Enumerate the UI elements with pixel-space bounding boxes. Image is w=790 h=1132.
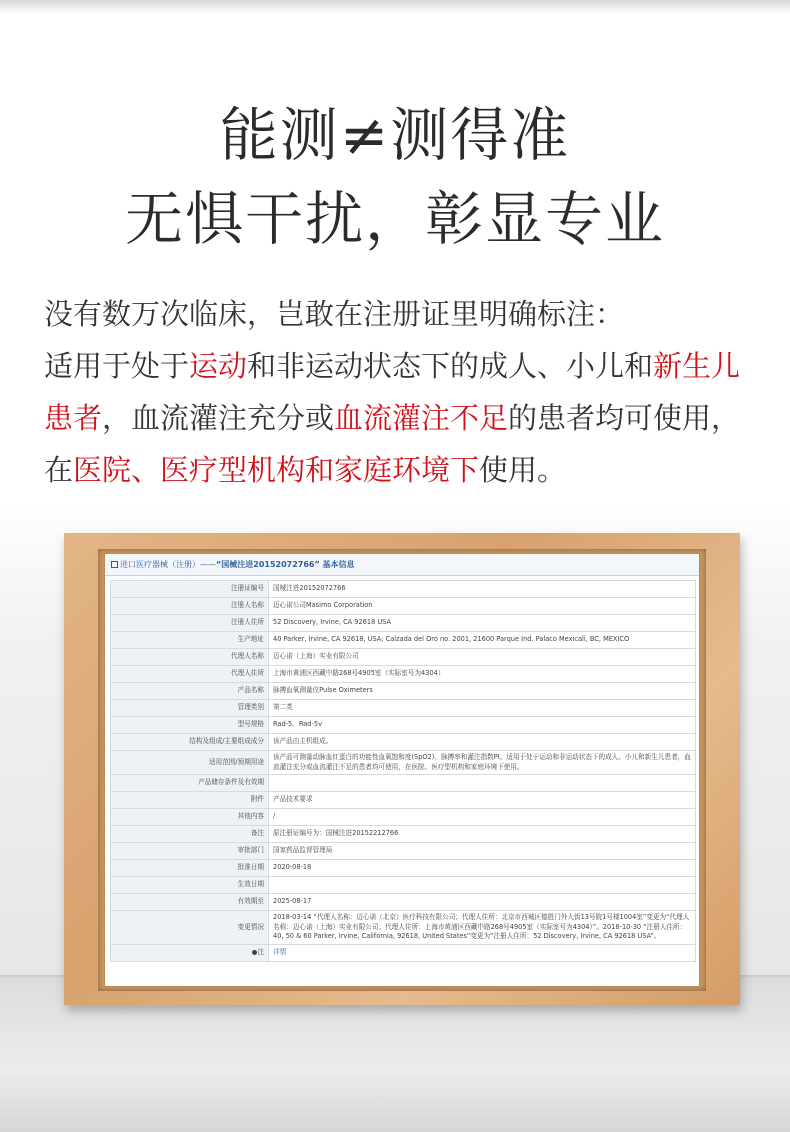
text-segment: 和非运动状态下的成人、小儿和 [247, 349, 654, 383]
registration-info-table [110, 580, 696, 962]
field-value: 该产品由主机组成。 [269, 734, 696, 751]
picture-frame [64, 533, 740, 1005]
field-label: 注册证编号 [111, 581, 269, 598]
table-row [111, 598, 696, 615]
header-suffix: 基本信息 [319, 560, 355, 569]
field-value: / [269, 809, 696, 826]
field-label: 适用范围/预期用途 [111, 751, 269, 775]
field-label: 产品储存条件及有效期 [111, 775, 269, 792]
field-label: 产品名称 [111, 683, 269, 700]
field-label: 变更情况 [111, 911, 269, 945]
field-label: 管理类别 [111, 700, 269, 717]
text-segment: 使用。 [479, 453, 567, 487]
table-row [111, 860, 696, 877]
table-row [111, 877, 696, 894]
table-row [111, 775, 696, 792]
field-label: 生产地址 [111, 632, 269, 649]
details-link[interactable]: 详情 [269, 944, 696, 961]
field-value: 52 Discovery, Irvine, CA 92618 USA [269, 615, 696, 632]
field-value: 2020-08-18 [269, 860, 696, 877]
table-row [111, 683, 696, 700]
field-label: 结构及组成/主要组成成分 [111, 734, 269, 751]
table-row [111, 751, 696, 775]
field-value: 40 Parker, Irvine, CA 92618, USA; Calzada del Oro no. 2001, 21600 Parque Ind. Palaco Mexicali, BC, MEXICO [269, 632, 696, 649]
field-value [269, 877, 696, 894]
header-prefix: 进口医疗器械（注册）—— [120, 560, 216, 569]
registration-certificate-document [104, 553, 700, 987]
table-row [111, 792, 696, 809]
table-row [111, 581, 696, 598]
field-value: 该产品可测量动脉血红蛋白的功能性血氧饱和度(SpO2)、脉搏率和灌注指数PI。适用于处于运动和非运动状态下的成人、小儿和新生儿患者，血流灌注充分或血流灌注不足的患者均可使用，在医院、医疗型机构和家庭环境下使用。 [269, 751, 696, 775]
field-value: 迈心诺公司Masimo Corporation [269, 598, 696, 615]
headline-line-1: 能测≠测得准 [219, 101, 571, 169]
field-label: 代理人名称 [111, 649, 269, 666]
field-value: 上海市黄浦区西藏中路268号4905室（实际室号为4304） [269, 666, 696, 683]
field-value: 2018-03-14 “代理人名称：迈心诺（北京）医疗科技有限公司；代理人住所：北京市西城区德胜门外大街13号院1号楼1004室”变更为“代理人名称：迈心诺（上海）实业有限公司；代理人住所：上海市黄浦区西藏中路268号4905室（实际室号为4304）”。2018-10-30 “注册人住所：40, 50 & 60 Parker, Irvine, California, 92618, United States”变更为“注册人住所：52 Discovery, Irvine, CA 92618 USA”。 [269, 911, 696, 945]
field-label: 注册人住所 [111, 615, 269, 632]
field-label: 代理人住所 [111, 666, 269, 683]
table-row [111, 649, 696, 666]
text-segment: 适用于处于 [44, 349, 190, 383]
field-value: 国家药品监督管理局 [269, 843, 696, 860]
field-value: Rad-5、Rad-5v [269, 717, 696, 734]
table-row [111, 894, 696, 911]
table-row [111, 700, 696, 717]
field-label: ●注 [111, 944, 269, 961]
field-value: 脉搏血氧测量仪Pulse Oximeters [269, 683, 696, 700]
highlight-neonate: 新生儿患者 [44, 349, 741, 435]
text-segment: 的患者均可使用，在 [44, 401, 741, 487]
table-row [111, 734, 696, 751]
field-value: 迈心诺（上海）实业有限公司 [269, 649, 696, 666]
headline-line-2: 无惧干扰，彰显专业 [124, 185, 665, 253]
field-label: 生效日期 [111, 877, 269, 894]
highlight-environments: 医院、医疗型机构和家庭环境下 [73, 453, 480, 487]
field-value: 国械注进20152072766 [269, 581, 696, 598]
description-line-1: 没有数万次临床，岂敢在注册证里明确标注： [44, 297, 625, 331]
description-line-2 [44, 340, 754, 496]
field-value: 2025-08-17 [269, 894, 696, 911]
field-label: 其他内容 [111, 809, 269, 826]
top-shadow-band [0, 0, 790, 14]
highlight-low-perfusion: 血流灌注不足 [334, 401, 509, 435]
field-value: 原注册证编号为：国械注进20152212766 [269, 826, 696, 843]
table-row [111, 717, 696, 734]
highlight-motion: 运动 [189, 349, 248, 383]
table-row [111, 809, 696, 826]
table-row [111, 615, 696, 632]
field-label: 型号规格 [111, 717, 269, 734]
table-row [111, 944, 696, 961]
field-label: 附件 [111, 792, 269, 809]
header-number: “国械注进20152072766” [216, 560, 320, 569]
field-label: 审批部门 [111, 843, 269, 860]
table-row [111, 826, 696, 843]
field-label: 注册人名称 [111, 598, 269, 615]
document-icon [111, 561, 118, 568]
field-label: 批准日期 [111, 860, 269, 877]
text-segment: ，血流灌注充分或 [102, 401, 335, 435]
table-row [111, 632, 696, 649]
description-paragraph [44, 288, 754, 496]
table-row [111, 843, 696, 860]
table-row [111, 911, 696, 945]
field-label: 有效期至 [111, 894, 269, 911]
table-row [111, 666, 696, 683]
field-value: 产品技术要求 [269, 792, 696, 809]
field-value [269, 775, 696, 792]
field-value: 第二类 [269, 700, 696, 717]
field-label: 备注 [111, 826, 269, 843]
document-header [105, 554, 699, 576]
